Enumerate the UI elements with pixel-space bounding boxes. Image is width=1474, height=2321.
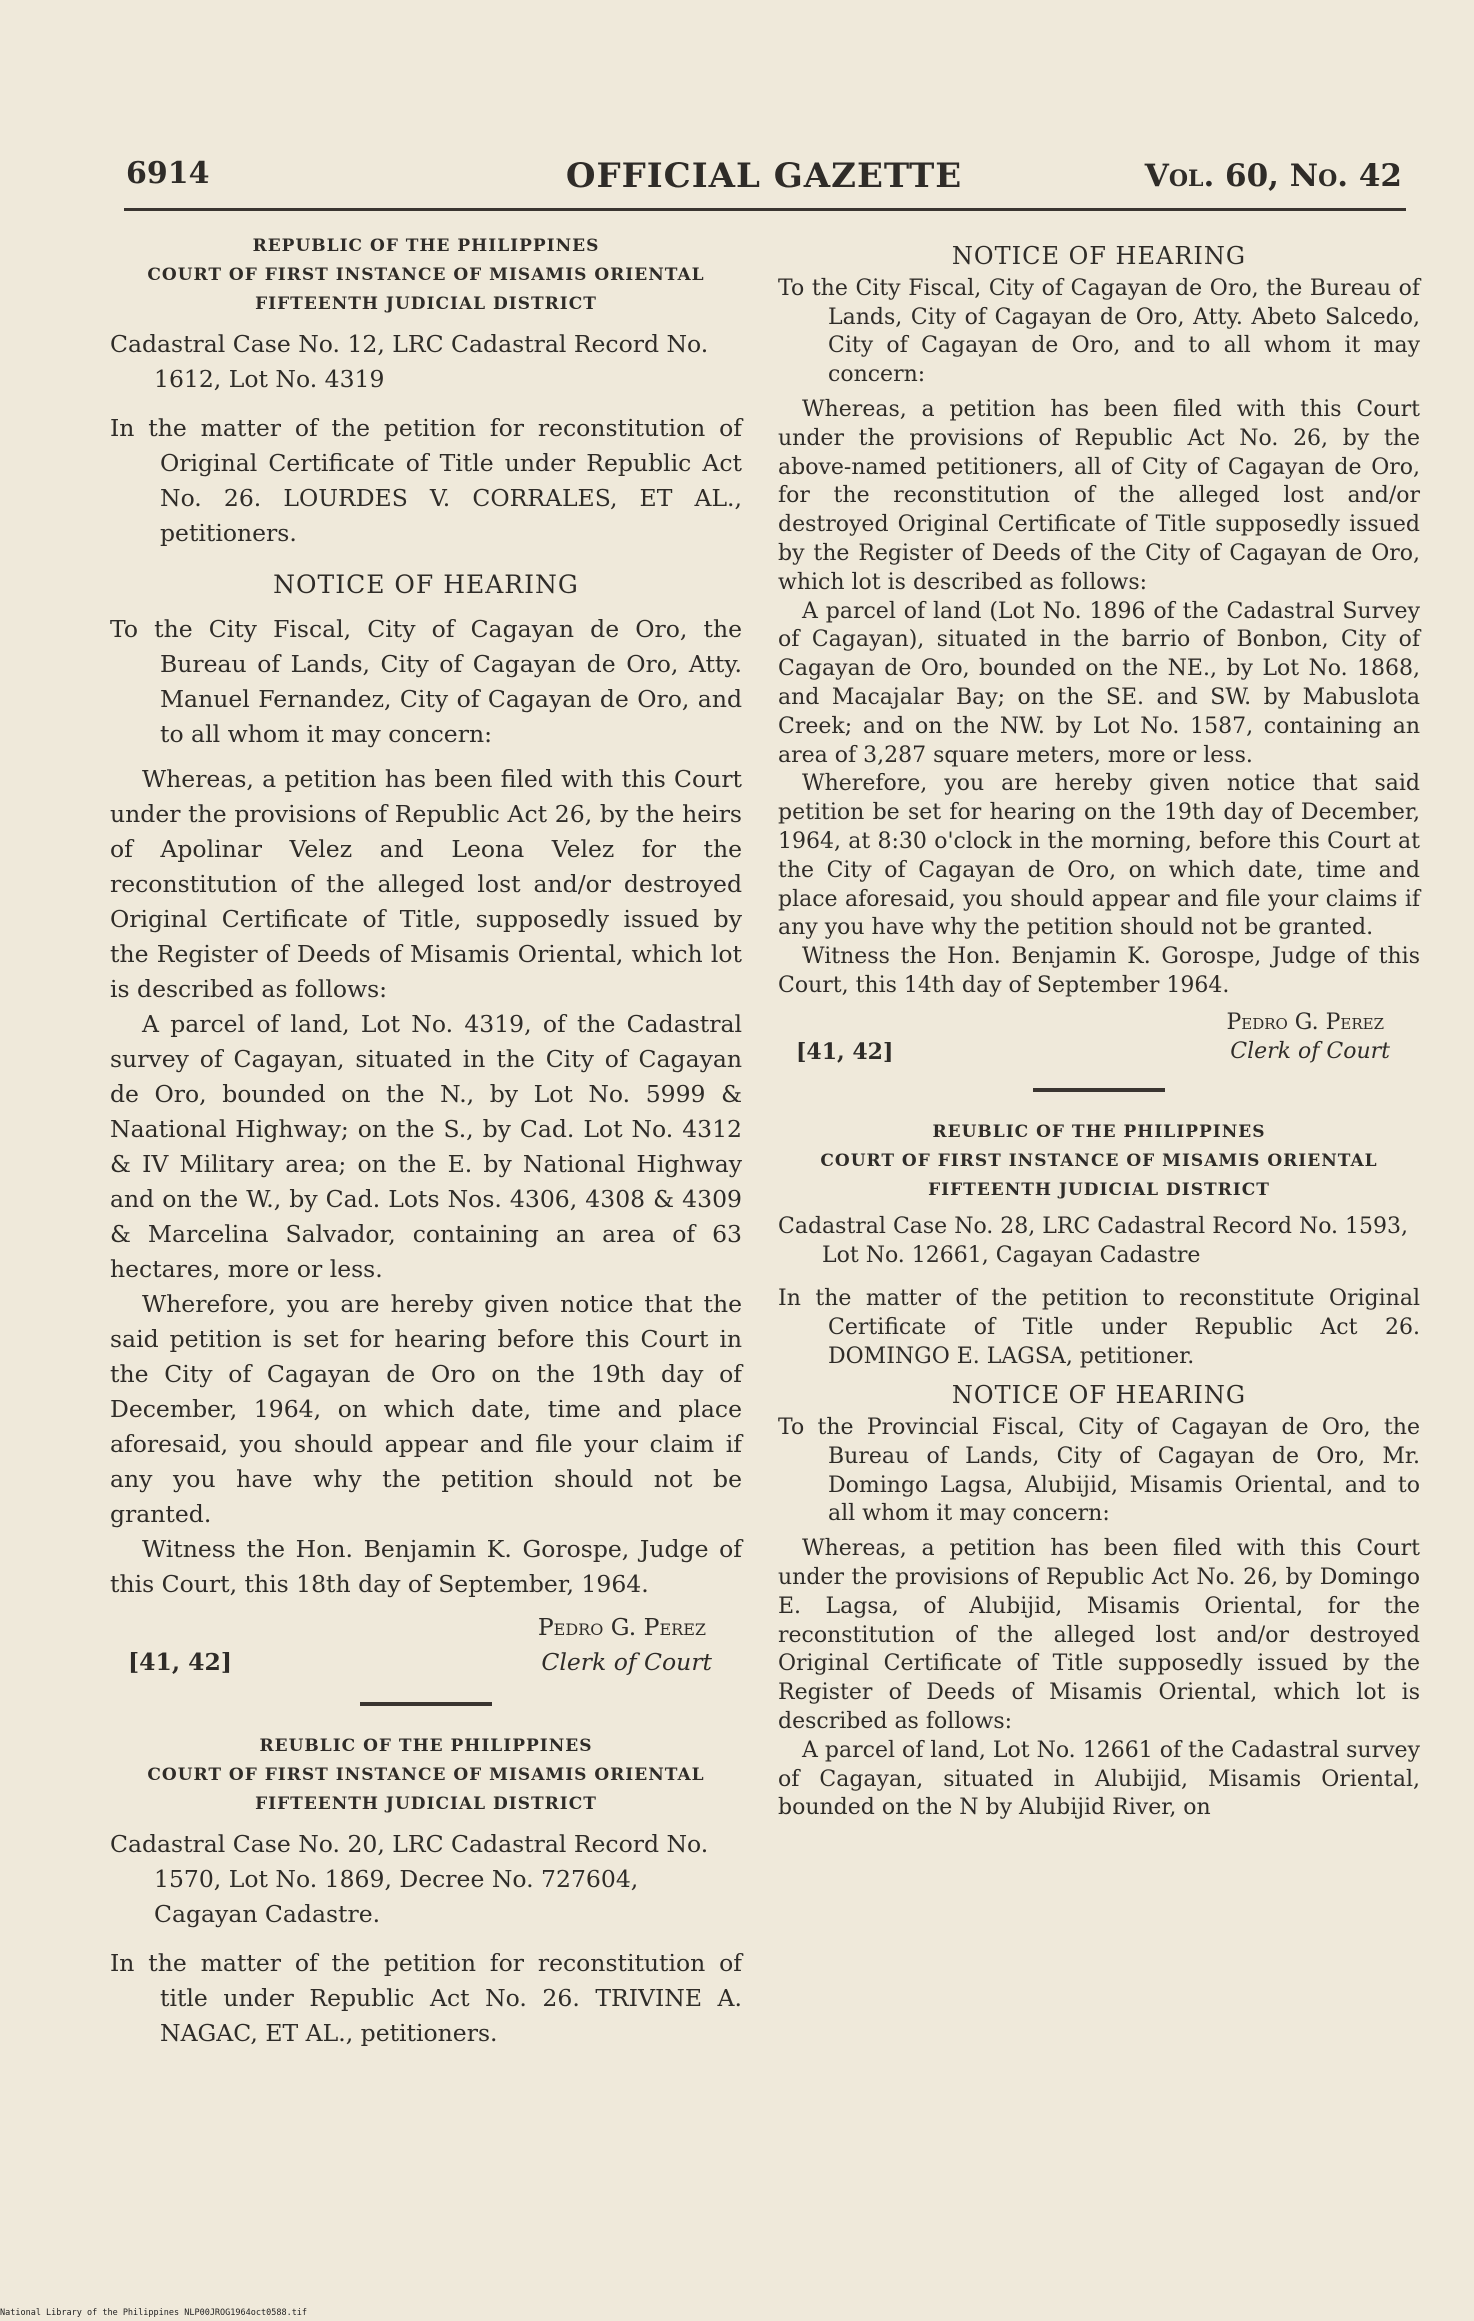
court-heading-line: REUBLIC OF THE PHILIPPINES xyxy=(932,1122,1266,1143)
court-heading-line: FIFTEENTH JUDICIAL DISTRICT xyxy=(928,1180,1270,1201)
signature-row xyxy=(778,1038,1420,1067)
volume-number: Vol. 60, No. 42 xyxy=(1144,158,1402,194)
body-paragraph: Whereas, a petition has been filed with this Court under the provisions of Republic Act No. 26, by the above-named petitioners, all of City of Cagayan de Oro, for the reconstitution of the alleged lost and/or destroyed Original Certificate of Title supposedly issued by the Register of Deeds of the City of Cagayan de Oro, which lot is described as follows: xyxy=(778,396,1420,595)
body-paragraph: Wherefore, you are hereby given notice that the said petition is set for hearing before this Court in the City of Cagayan de Oro on the 19th day of December, 1964, on which date, time and place aforesaid, you should appear and file your claim if any you have why the petition should not be granted. xyxy=(110,1290,742,1528)
matter-caption: In the matter of the petition to reconstitute Original Certificate of Title under Republic Act 26. DOMINGO E. LAGSA, petitioner. xyxy=(778,1285,1420,1369)
body-paragraph: A parcel of land, Lot No. 4319, of the Cadastral survey of Cagayan, situated in the City of Cagayan de Oro, bounded on the N., by Lot No. 5999 & Naational Highway; on the S., by Cad. Lot No. 4312 & IV Military area; on the E. by National Highway and on the W., by Cad. Lots Nos. 4306, 4308 & 4309 & Marcelina Salvador, containing an area of 63 hectares, more or less. xyxy=(110,1010,742,1283)
body-paragraph: Witness the Hon. Benjamin K. Gorospe, Judge of this Court, this 18th day of September, 1964. xyxy=(110,1535,742,1598)
left-column xyxy=(110,232,742,2051)
section-divider xyxy=(1033,1088,1165,1092)
scan-footer: National Library of the Philippines NLP00JROG1964oct0588.tif xyxy=(0,2308,308,2318)
section-divider xyxy=(360,1702,492,1706)
issue-reference: [41, 42] xyxy=(128,1648,233,1676)
addressee: To the City Fiscal, City of Cagayan de Oro, the Bureau of Lands, City of Cagayan de Oro, Atty. Manuel Fernandez, City of Cagayan de Oro, and to all whom it may concern: xyxy=(110,615,742,748)
notice-lot-12661 xyxy=(778,1118,1420,1823)
issue-reference: [41, 42] xyxy=(796,1038,894,1065)
body-paragraph: A parcel of land, Lot No. 12661 of the Cadastral survey of Cagayan, situated in Alubijid, Misamis Oriental, bounded on the N by Alubijid River, on xyxy=(778,1737,1420,1821)
body-paragraph: Witness the Hon. Benjamin K. Gorospe, Judge of this Court, this 14th day of September 1964. xyxy=(778,944,1420,998)
right-column xyxy=(778,232,1420,1823)
court-heading-line: REUBLIC OF THE PHILIPPINES xyxy=(259,1736,593,1756)
case-caption: Cadastral Case No. 20, LRC Cadastral Record No. 1570, Lot No. 1869, Decree No. 727604, Cagayan Cadastre. xyxy=(110,1830,709,1928)
notice-title: NOTICE OF HEARING xyxy=(273,570,579,599)
case-caption: Cadastral Case No. 12, LRC Cadastral Record No. 1612, Lot No. 4319 xyxy=(110,330,709,393)
notice-lot-1869 xyxy=(110,1732,742,2051)
addressee: To the Provincial Fiscal, City of Cagayan de Oro, the Bureau of Lands, City of Cagayan de Oro, Mr. Domingo Lagsa, Alubijid, Misamis Oriental, and to all whom it may concern: xyxy=(778,1415,1420,1527)
court-heading-line: COURT OF FIRST INSTANCE OF MISAMIS ORIENTAL xyxy=(147,265,705,285)
notice-title: NOTICE OF HEARING xyxy=(951,242,1247,270)
matter-caption: In the matter of the petition for reconstitution of Original Certificate of Title under Republic Act No. 26. LOURDES V. CORRALES, ET AL., petitioners. xyxy=(110,414,742,547)
signatory-name: Pedro G. Perez xyxy=(537,1613,706,1641)
body-paragraph: Wherefore, you are hereby given notice that said petition be set for hearing on the 19th day of December, 1964, at 8:30 o'clock in the morning, before this Court at the City of Cagayan de Oro, on which date, time and place aforesaid, you should appear and file your claims if any you have why the petition should not be granted. xyxy=(778,771,1420,941)
body-paragraph: Whereas, a petition has been filed with this Court under the provisions of Republic Act No. 26, by Domingo E. Lagsa, of Alubijid, Misamis Oriental, for the reconstitution of the alleged lost and/or destroyed Original Certificate of Title supposedly issued by the Register of Deeds of Misamis Oriental, which lot is described as follows: xyxy=(778,1536,1420,1735)
page-number: 6914 xyxy=(126,156,210,191)
court-heading-line: COURT OF FIRST INSTANCE OF MISAMIS ORIENTAL xyxy=(147,1765,705,1785)
court-heading-line: REPUBLIC OF THE PHILIPPINES xyxy=(252,236,600,256)
court-heading-line: FIFTEENTH JUDICIAL DISTRICT xyxy=(255,1794,597,1814)
running-header xyxy=(120,150,1408,210)
matter-caption: In the matter of the petition for reconstitution of title under Republic Act No. 26. TRIVINE A. NAGAC, ET AL., petitioners. xyxy=(110,1949,742,2047)
signature-row xyxy=(110,1645,742,1680)
header-rule xyxy=(124,208,1406,211)
court-heading-line: COURT OF FIRST INSTANCE OF MISAMIS ORIENTAL xyxy=(820,1151,1378,1172)
notice-title: NOTICE OF HEARING xyxy=(951,1381,1247,1410)
body-paragraph: A parcel of land (Lot No. 1896 of the Cadastral Survey of Cagayan), situated in the barrio of Bonbon, City of Cagayan de Oro, bounded on the NE., by Lot No. 1868, and Macajalar Bay; on the SE. and SW. by Mabuslota Creek; and on the NW. by Lot No. 1587, containing an area of 3,287 square meters, more or less. xyxy=(778,598,1420,768)
body-paragraph: Whereas, a petition has been filed with this Court under the provisions of Republic Act 26, by the heirs of Apolinar Velez and Leona Velez for the reconstitution of the alleged lost and/or destroyed Original Certificate of Title, supposedly issued by the Register of Deeds of Misamis Oriental, which lot is described as follows: xyxy=(110,765,742,1003)
court-heading-line: FIFTEENTH JUDICIAL DISTRICT xyxy=(255,294,597,314)
publication-title: OFFICIAL GAZETTE xyxy=(565,156,963,196)
case-caption: Cadastral Case No. 28, LRC Cadastral Record No. 1593, Lot No. 12661, Cagayan Cadastre xyxy=(778,1214,1409,1269)
signatory-title: Clerk of Court xyxy=(541,1648,712,1676)
signatory-name: Pedro G. Perez xyxy=(1226,1009,1384,1035)
signatory-title: Clerk of Court xyxy=(1230,1038,1390,1064)
notice-lot-4319 xyxy=(110,232,742,1680)
addressee: To the City Fiscal, City of Cagayan de Oro, the Bureau of Lands, City of Cagayan de Oro, Atty. Abeto Salcedo, City of Cagayan de Oro, and to all whom it may concern: xyxy=(778,275,1420,388)
notice-lot-1869-continued xyxy=(778,242,1420,1066)
